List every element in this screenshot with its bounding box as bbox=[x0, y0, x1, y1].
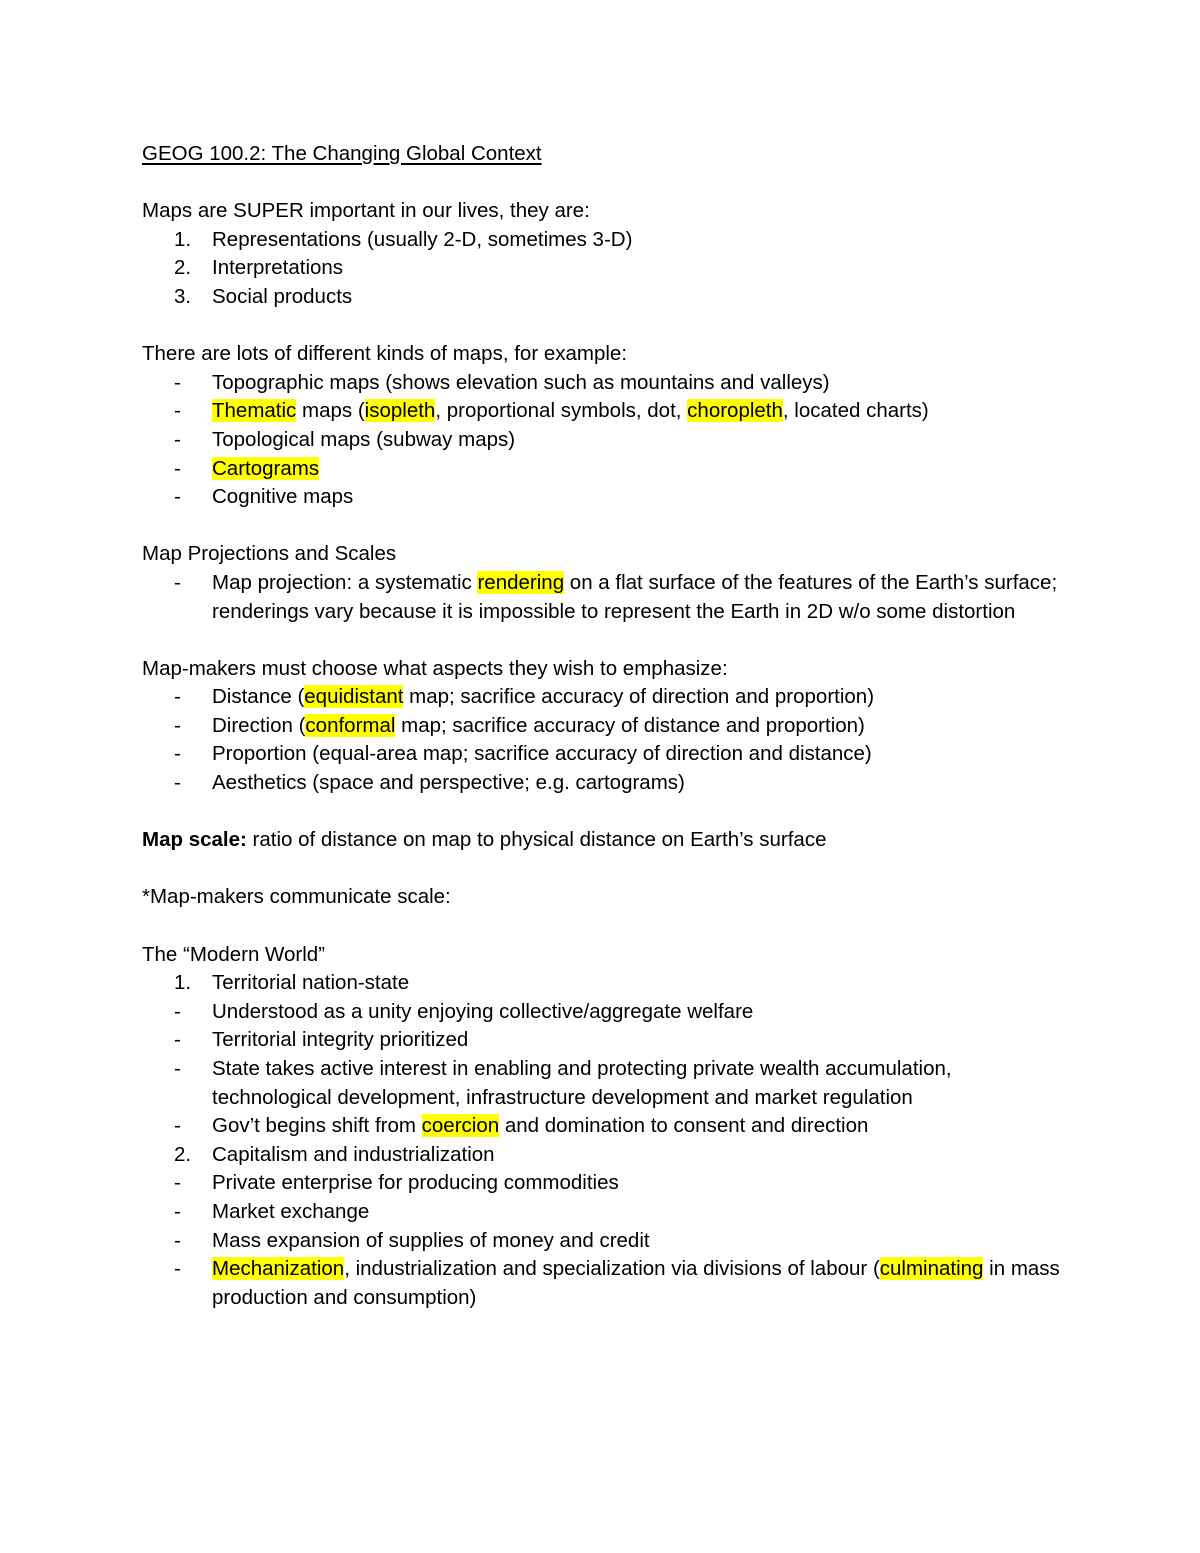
list-item-text bbox=[212, 1198, 1062, 1227]
list-item-text bbox=[212, 1055, 1062, 1112]
text-run: Territorial nation-state bbox=[212, 971, 410, 995]
list-item bbox=[142, 1055, 1080, 1112]
list-item-text bbox=[212, 369, 1062, 398]
list-item bbox=[142, 1198, 1080, 1227]
list-item bbox=[142, 740, 1080, 769]
list-item-text bbox=[212, 1169, 1062, 1198]
paragraph bbox=[142, 340, 1080, 369]
list-marker: - bbox=[174, 370, 181, 394]
highlighted-term: conformal bbox=[305, 713, 396, 737]
list-marker: - bbox=[174, 1228, 181, 1252]
list-item bbox=[142, 283, 1080, 312]
text-run: State takes active interest in enabling and protecting private wealth accumulation, technological development, infrastructure development and market regulation bbox=[212, 1057, 952, 1109]
list-item-text bbox=[212, 769, 1062, 798]
list-marker: - bbox=[174, 1057, 181, 1080]
list-item bbox=[142, 683, 1080, 712]
list-marker: - bbox=[174, 742, 181, 766]
list-item-text bbox=[212, 569, 1062, 626]
list-item bbox=[142, 426, 1080, 455]
list-marker: 1. bbox=[174, 971, 192, 995]
text-run: Topological maps (subway maps) bbox=[212, 427, 516, 451]
document-title: GEOG 100.2: The Changing Global Context bbox=[142, 142, 542, 165]
list-marker: - bbox=[174, 485, 181, 509]
text-run: Understood as a unity enjoying collective/aggregate welfare bbox=[212, 999, 754, 1023]
highlighted-term: equidistant bbox=[304, 685, 404, 709]
highlighted-term: isopleth bbox=[364, 399, 436, 423]
list-item bbox=[142, 226, 1080, 255]
text-run: Interpretations bbox=[212, 256, 344, 280]
text-run: Map-makers must choose what aspects they wish to emphasize: bbox=[142, 656, 728, 680]
text-run: There are lots of different kinds of maps, for example: bbox=[142, 342, 628, 366]
text-run: , proportional symbols, dot, bbox=[435, 399, 688, 423]
list-item-text bbox=[212, 683, 1062, 712]
list-item-text bbox=[212, 483, 1062, 512]
list-item bbox=[142, 1112, 1080, 1141]
paragraph bbox=[142, 941, 1080, 970]
list-item bbox=[142, 1255, 1080, 1312]
text-run: Market exchange bbox=[212, 1199, 370, 1223]
list-item-text bbox=[212, 426, 1062, 455]
list-marker: - bbox=[174, 427, 181, 451]
highlighted-term: choropleth bbox=[687, 399, 783, 423]
list-item bbox=[142, 712, 1080, 741]
list-marker: - bbox=[174, 1114, 181, 1138]
highlighted-term: Thematic bbox=[212, 399, 297, 423]
text-run: Topographic maps (shows elevation such as mountains and valleys) bbox=[212, 370, 830, 394]
spacer bbox=[142, 798, 1080, 827]
spacer bbox=[142, 626, 1080, 655]
list-marker: - bbox=[174, 399, 181, 423]
list-marker: - bbox=[174, 1257, 181, 1281]
text-run: Representations (usually 2-D, sometimes 3-D) bbox=[212, 227, 633, 251]
spacer bbox=[142, 855, 1080, 884]
spacer bbox=[142, 912, 1080, 941]
list-item bbox=[142, 1026, 1080, 1055]
spacer bbox=[142, 169, 1080, 198]
text-run: and domination to consent and direction bbox=[499, 1114, 869, 1138]
text-run: Map projection: a systematic bbox=[212, 570, 478, 594]
highlighted-term: coercion bbox=[421, 1114, 500, 1138]
text-run: map; sacrifice accuracy of distance and proportion) bbox=[395, 713, 865, 737]
list-item bbox=[142, 1141, 1080, 1170]
spacer bbox=[142, 512, 1080, 541]
highlighted-term: Mechanization bbox=[212, 1257, 345, 1281]
text-run: Aesthetics (space and perspective; e.g. cartograms) bbox=[212, 771, 685, 795]
list-item-text bbox=[212, 254, 1062, 283]
text-run: map; sacrifice accuracy of direction and proportion) bbox=[403, 685, 875, 709]
highlighted-term: Cartograms bbox=[212, 456, 320, 480]
list-item-text bbox=[212, 455, 1062, 484]
paragraph bbox=[142, 826, 1080, 855]
text-run: Gov’t begins shift from bbox=[212, 1114, 422, 1138]
list-marker: - bbox=[174, 1028, 181, 1052]
text-run: *Map-makers communicate scale: bbox=[142, 885, 451, 909]
list-item bbox=[142, 998, 1080, 1027]
text-run: Cognitive maps bbox=[212, 485, 354, 509]
text-run: Map Projections and Scales bbox=[142, 542, 397, 566]
list-item bbox=[142, 569, 1080, 626]
list-marker: - bbox=[174, 456, 181, 480]
list-marker: - bbox=[174, 771, 181, 795]
text-run: Territorial integrity prioritized bbox=[212, 1028, 469, 1052]
list-marker: 3. bbox=[174, 284, 192, 308]
list-marker: 2. bbox=[174, 256, 192, 280]
list-item-text bbox=[212, 1255, 1062, 1312]
list-item bbox=[142, 769, 1080, 798]
list-marker: - bbox=[174, 999, 181, 1023]
list-marker: - bbox=[174, 1199, 181, 1223]
list-marker: 1. bbox=[174, 227, 192, 251]
list-item bbox=[142, 1169, 1080, 1198]
list-item-text bbox=[212, 740, 1062, 769]
list-marker: 2. bbox=[174, 1142, 192, 1166]
list-item-text bbox=[212, 1112, 1062, 1141]
paragraph bbox=[142, 883, 1080, 912]
text-run: Private enterprise for producing commodities bbox=[212, 1171, 619, 1195]
list-item bbox=[142, 397, 1080, 426]
bold-term: Map scale: bbox=[142, 828, 247, 852]
highlighted-term: culminating bbox=[879, 1257, 984, 1281]
list-item-text bbox=[212, 226, 1062, 255]
text-run: , located charts) bbox=[782, 399, 929, 423]
text-run: Direction ( bbox=[212, 713, 306, 737]
paragraph bbox=[142, 540, 1080, 569]
list-marker: - bbox=[174, 685, 181, 709]
text-run: The “Modern World” bbox=[142, 942, 326, 966]
list-item-text bbox=[212, 397, 1062, 426]
document-body bbox=[142, 197, 1080, 1312]
list-marker: - bbox=[174, 713, 181, 737]
text-run: Mass expansion of supplies of money and credit bbox=[212, 1228, 650, 1252]
text-run: in mass production and consumption) bbox=[212, 1257, 1060, 1309]
list-item-text bbox=[212, 283, 1062, 312]
list-item bbox=[142, 483, 1080, 512]
list-item-text bbox=[212, 969, 1062, 998]
text-run: Capitalism and industrialization bbox=[212, 1142, 495, 1166]
list-item-text bbox=[212, 1141, 1062, 1170]
list-marker: - bbox=[174, 1171, 181, 1195]
list-item-text bbox=[212, 712, 1062, 741]
text-run: Proportion (equal-area map; sacrifice accuracy of direction and distance) bbox=[212, 742, 872, 766]
list-item bbox=[142, 455, 1080, 484]
list-item bbox=[142, 1227, 1080, 1256]
text-run: on a flat surface of the features of the Earth’s surface; renderings vary because it is impossible to represent the Earth in 2D w/o some distortion bbox=[212, 570, 1058, 623]
spacer bbox=[142, 312, 1080, 341]
text-run: maps ( bbox=[296, 399, 365, 423]
list-item-text bbox=[212, 1026, 1062, 1055]
list-item-text bbox=[212, 998, 1062, 1027]
text-run: Distance ( bbox=[212, 685, 305, 709]
paragraph bbox=[142, 655, 1080, 684]
text-run: ratio of distance on map to physical distance on Earth’s surface bbox=[246, 828, 827, 852]
list-marker: - bbox=[174, 570, 181, 594]
list-item bbox=[142, 254, 1080, 283]
list-item bbox=[142, 969, 1080, 998]
text-run: , industrialization and specialization via divisions of labour ( bbox=[344, 1257, 880, 1281]
list-item-text bbox=[212, 1227, 1062, 1256]
text-run: Social products bbox=[212, 284, 353, 308]
list-item bbox=[142, 369, 1080, 398]
highlighted-term: rendering bbox=[477, 570, 565, 594]
text-run: Maps are SUPER important in our lives, they are: bbox=[142, 199, 590, 223]
paragraph bbox=[142, 197, 1080, 226]
